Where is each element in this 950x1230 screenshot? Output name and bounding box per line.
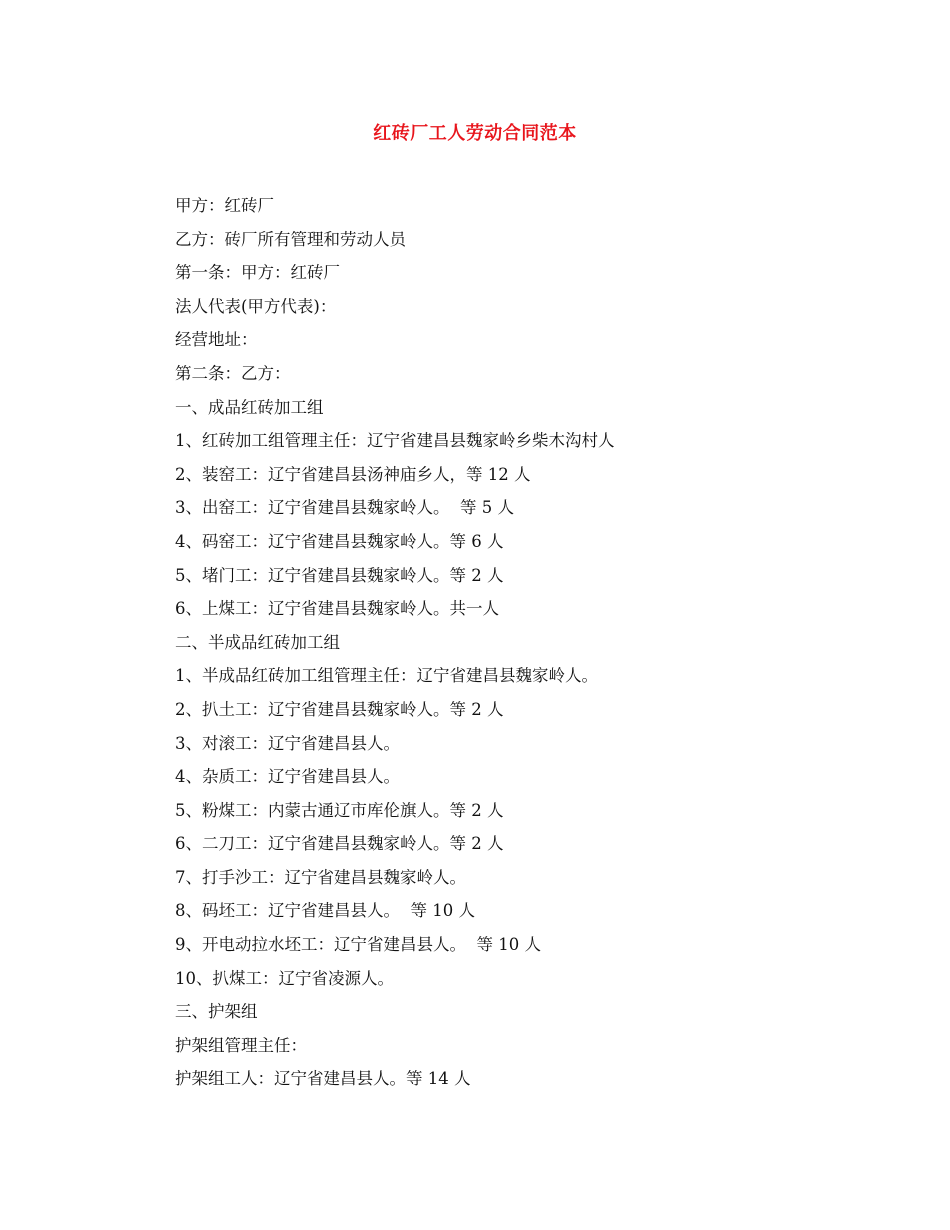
body-line: 甲方：红砖厂: [175, 196, 274, 215]
list-item: 1、红砖加工组管理主任：辽宁省建昌县魏家岭乡柴木沟村人: [175, 431, 615, 451]
list-item: 5、粉煤工：内蒙古通辽市库伦旗人。等 2 人: [175, 800, 504, 820]
list-item: 3、对滚工：辽宁省建昌县人。: [175, 733, 400, 753]
list-item: 护架组工人：辽宁省建昌县人。等 14 人: [175, 1069, 471, 1089]
list-item: 1、半成品红砖加工组管理主任：辽宁省建昌县魏家岭人。: [175, 666, 598, 686]
list-item: 护架组管理主任：: [175, 1035, 307, 1055]
list-item: 6、二刀工：辽宁省建昌县魏家岭人。等 2 人: [175, 834, 504, 854]
list-item: 3、出窑工：辽宁省建昌县魏家岭人。 等 5 人: [175, 498, 514, 518]
body-line: 第二条：乙方：: [175, 363, 291, 383]
list-item: 4、杂质工：辽宁省建昌县人。: [175, 767, 400, 787]
body-line: 乙方：砖厂所有管理和劳动人员: [175, 229, 406, 249]
list-item: 7、打手沙工：辽宁省建昌县魏家岭人。: [175, 867, 466, 887]
body-line: 第一条：甲方：红砖厂: [175, 263, 340, 283]
list-item: 4、码窑工：辽宁省建昌县魏家岭人。等 6 人: [175, 531, 504, 551]
section-heading: 二、半成品红砖加工组: [175, 632, 340, 652]
document-body: [175, 193, 875, 1100]
list-item: 10、扒煤工：辽宁省凌源人。: [175, 968, 394, 988]
list-item: 2、扒土工：辽宁省建昌县魏家岭人。等 2 人: [175, 699, 504, 719]
section-heading: 三、护架组: [175, 1002, 258, 1022]
body-line: 经营地址：: [175, 330, 258, 350]
section-heading: 一、成品红砖加工组: [175, 397, 324, 417]
list-item: 6、上煤工：辽宁省建昌县魏家岭人。共一人: [175, 599, 499, 619]
list-item: 5、堵门工：辽宁省建昌县魏家岭人。等 2 人: [175, 565, 504, 585]
list-item: 9、开电动拉水坯工：辽宁省建昌县人。 等 10 人: [175, 935, 541, 955]
list-item: 8、码坯工：辽宁省建昌县人。 等 10 人: [175, 901, 475, 921]
list-item: 2、装窑工：辽宁省建昌县汤神庙乡人，等 12 人: [175, 464, 531, 484]
document-title: 红砖厂工人劳动合同范本: [373, 123, 577, 144]
body-line: 法人代表(甲方代表)：: [175, 296, 337, 316]
